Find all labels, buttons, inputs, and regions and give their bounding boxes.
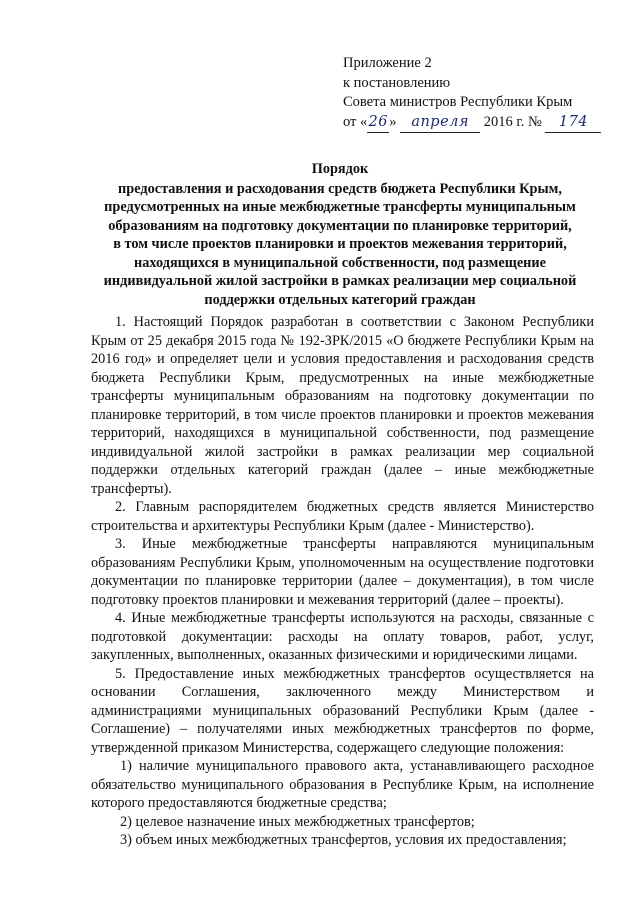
title-line: образованиям на подготовку документации по планировке территорий,: [108, 217, 572, 234]
date-mid: »: [389, 113, 401, 130]
handwritten-day: 26: [367, 113, 389, 134]
paragraph-3: 3. Иные межбюджетные трансферты направляются муниципальным образованиям Республики Крым, уполномоченным на осуществление подготовки документации по планировке территории (далее – документация), в том числе подготовку проектов планировки и межевания территорий (далее – проекты).: [91, 536, 594, 608]
paragraph-1: 1. Настоящий Порядок разработан в соответствии с Законом Республики Крым от 25 декабря 2015 года № 192-ЗРК/2015 «О бюджете Республики Крым на 2016 год» и определяет цели и условия предоставления и расходования средств бюджета Республики Крым, предусмотренных на иные межбюджетные трансферты муниципальным образованиям на подготовку документации по планировке территорий, в том числе проектов планировки и проектов межевания территорий, находящихся в муниципальной собственности, под размещение индивидуальной жилой застройки в рамках реализации мер социальной поддержки отдельных категорий граждан (далее – иные межбюджетные трансферты).: [91, 314, 594, 497]
title-line: находящихся в муниципальной собственности, под размещение: [133, 254, 546, 271]
annex-reference: к постановлению: [343, 74, 451, 91]
paragraph-4: 4. Иные межбюджетные трансферты используются на расходы, связанные с подготовкой документации: расходы на оплату товаров, работ, услуг, закупленных, выполненных, оказанных физическими и юридическими лицами.: [91, 610, 594, 663]
paragraph-5: 5. Предоставление иных межбюджетных трансфертов осуществляется на основании Соглашения, заключенного между Министерством и администрациями муниципальных образований Республики Крым (далее - Соглашение) – получателями иных межбюджетных трансфертов по форме, утвержденной приказом Министерства, содержащего следующие положения:: [91, 665, 594, 756]
date-year: 2016 г. №: [480, 113, 546, 130]
title-line: в том числе проектов планировки и проектов межевания территорий,: [113, 236, 567, 252]
paragraph-2: 2. Главным распорядителем бюджетных средств является Министерство строительства и архитектуры Республики Крым (далее - Министерство).: [91, 499, 594, 534]
document-body: [91, 313, 594, 850]
handwritten-month: апреля: [400, 113, 480, 134]
subitem-2: 2) целевое назначение иных межбюджетных трансфертов;: [120, 813, 475, 830]
title-line: предоставления и расходования средств бюджета Республики Крым,: [118, 180, 562, 197]
title-line: индивидуальной жилой застройки в рамках реализации мер социальной: [103, 273, 577, 289]
annex-issuer: Совета министров Республики Крым: [343, 94, 573, 110]
date-prefix: от «: [343, 113, 368, 130]
annex-date-line: [343, 113, 633, 134]
subitem-1: 1) наличие муниципального правового акта, устанавливающего расходное обязательство муниципального образования в Республике Крым, на исполнение которого предоставляются бюджетные средства;: [91, 758, 594, 811]
annex-title: Приложение 2: [343, 55, 432, 71]
title-heading: Порядок: [311, 161, 369, 177]
subitem-3: 3) объем иных межбюджетных трансфертов, условия их предоставления;: [120, 832, 567, 848]
document-title: [60, 160, 620, 309]
title-line: поддержки отдельных категорий граждан: [204, 291, 476, 308]
title-line: предусмотренных на иные межбюджетные трансферты муниципальным: [104, 199, 576, 215]
handwritten-number: 174: [545, 113, 601, 134]
annex-block: [343, 54, 633, 133]
